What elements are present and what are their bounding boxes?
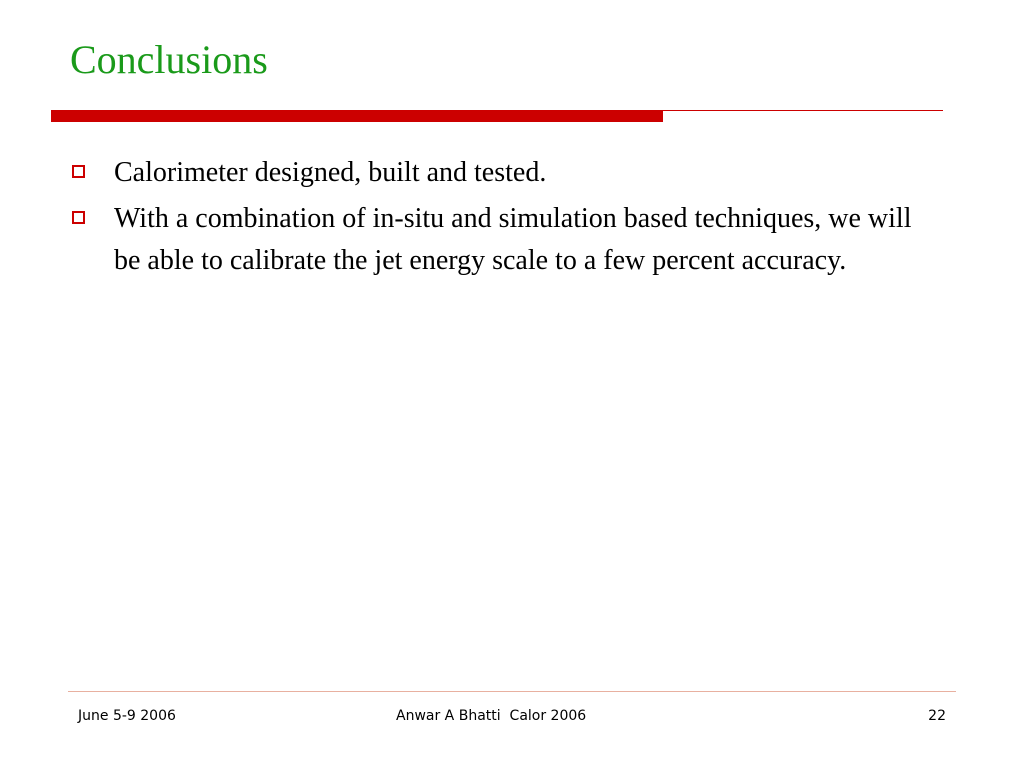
bullet-item: [68, 152, 938, 194]
footer-author: Anwar A Bhatti Calor 2006: [396, 708, 587, 724]
hollow-square-bullet-icon: [72, 165, 85, 178]
bullet-text: With a combination of in-situ and simulation based techniques, we will be able to calibrate the jet energy scale to a few percent accuracy.: [114, 203, 912, 276]
bullet-item: [68, 198, 938, 282]
bullet-list: [68, 152, 938, 286]
hollow-square-bullet-icon: [72, 211, 85, 224]
footer-date: June 5-9 2006: [78, 708, 176, 724]
footer-page-number: 22: [928, 708, 946, 724]
title-divider-thick: [51, 110, 663, 122]
slide-title: Conclusions: [70, 37, 268, 82]
title-divider-thin: [663, 110, 943, 111]
bullet-text: Calorimeter designed, built and tested.: [114, 157, 547, 188]
footer-divider: [68, 691, 956, 692]
